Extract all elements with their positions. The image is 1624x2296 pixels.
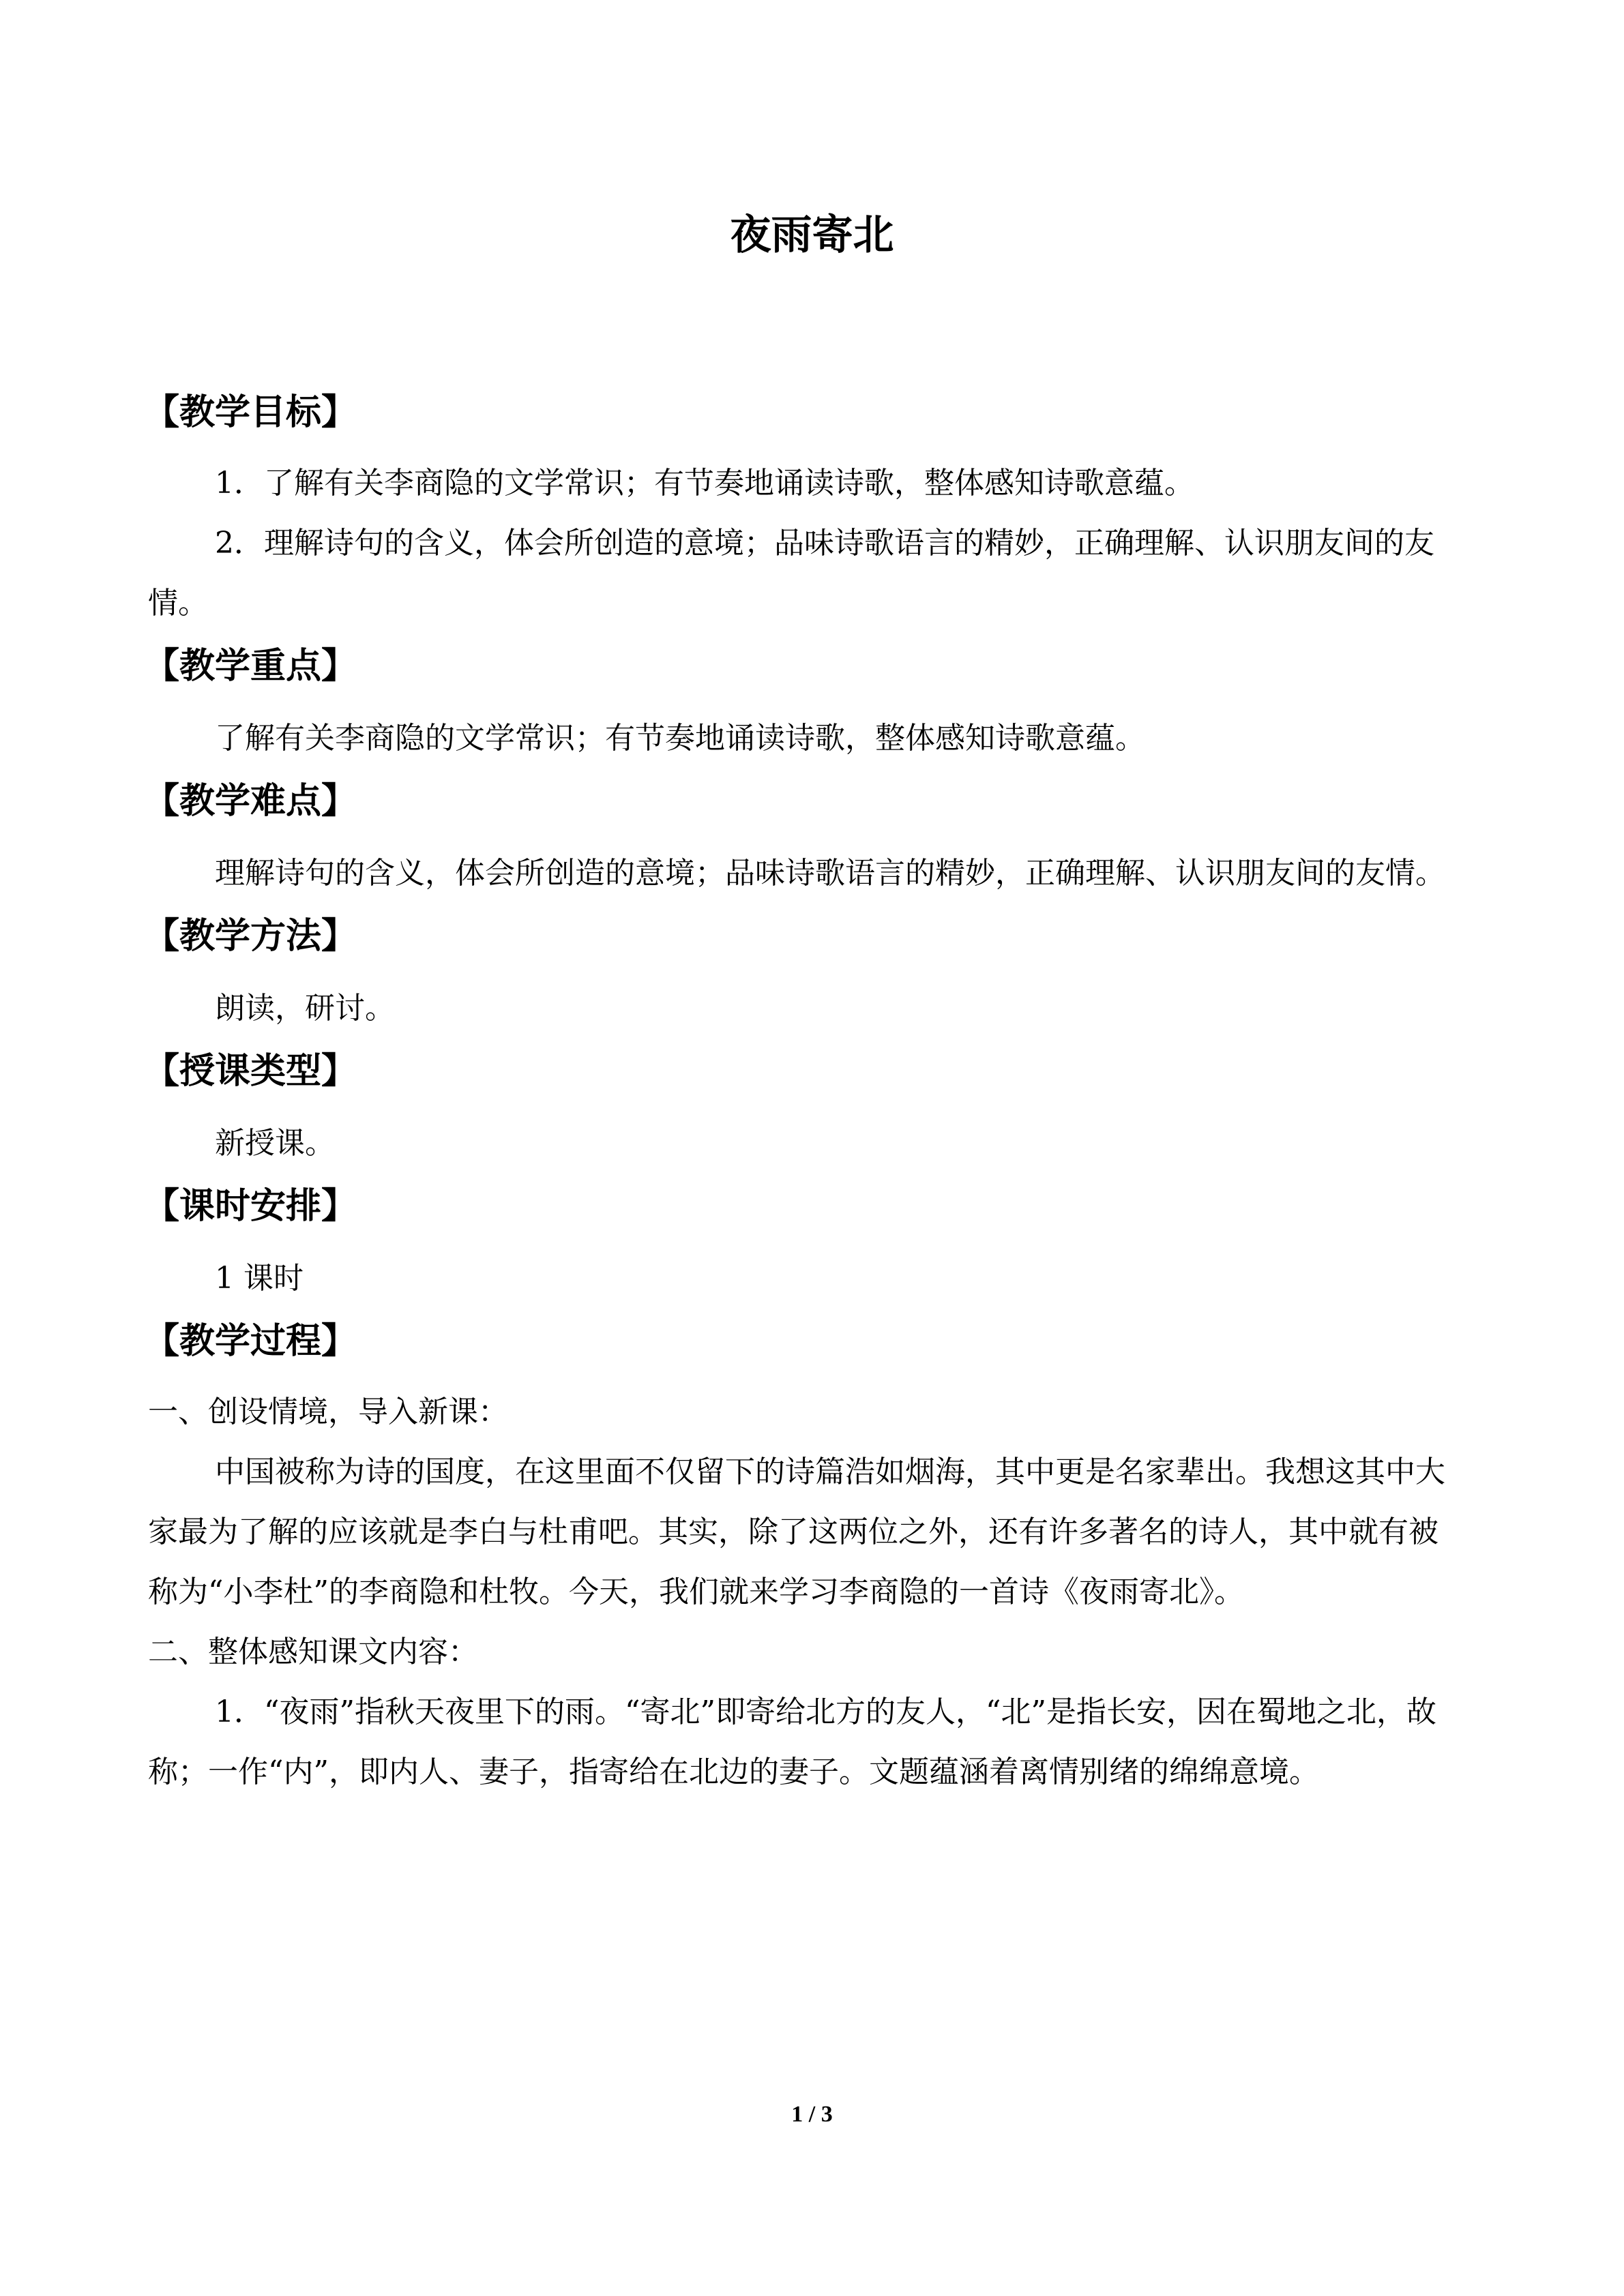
section-lesson-type	[144, 1044, 1464, 1174]
section-heading: 【教学方法】	[144, 916, 357, 957]
paragraph: 1．了解有关李商隐的文学常识；有节奏地诵读诗歌，整体感知诗歌意蕴。	[215, 466, 1194, 501]
section-heading: 【课时安排】	[144, 1186, 357, 1227]
section-heading: 【教学重点】	[144, 646, 357, 687]
paragraph: 了解有关李商隐的文学常识；有节奏地诵读诗歌，整体感知诗歌意蕴。	[215, 721, 1145, 756]
section-heading: 【教学过程】	[144, 1321, 357, 1362]
paragraph: 1 课时	[215, 1261, 304, 1296]
paragraph: 2．理解诗句的含义，体会所创造的意境；品味诗歌语言的精妙，正确理解、认识朋友间的友情。	[148, 526, 1434, 621]
section-methods	[144, 909, 1464, 1039]
page-title: 夜雨寄北	[730, 211, 894, 259]
paragraph: 1．“夜雨”指秋天夜里下的雨。“寄北”即寄给北方的友人，“北”是指长安，因在蜀地之北，故称；一作“内”，即内人、妻子，指寄给在北边的妻子。文题蕴涵着离情别绪的绵绵意境。	[148, 1695, 1436, 1789]
paragraph: 中国被称为诗的国度，在这里面不仅留下的诗篇浩如烟海，其中更是名家辈出。我想这其中大家最为了解的应该就是李白与杜甫吧。其实，除了这两位之外，还有许多著名的诗人，其中就有被称为“小李杜”的李商隐和杜牧。今天，我们就来学习李商隐的一首诗《夜雨寄北》。	[148, 1455, 1445, 1609]
paragraph: 新授课。	[215, 1126, 335, 1161]
paragraph: 朗读，研讨。	[215, 991, 395, 1026]
section-schedule	[144, 1179, 1464, 1309]
page-number: 1 / 3	[791, 2102, 833, 2127]
document-body	[144, 385, 1464, 1808]
section-heading: 【授课类型】	[144, 1051, 357, 1092]
paragraph: 一、创设情境，导入新课：	[148, 1395, 508, 1429]
section-teaching-goals	[144, 385, 1464, 633]
section-difficulties	[144, 774, 1464, 904]
paragraph: 二、整体感知课文内容：	[148, 1635, 478, 1669]
paragraph: 理解诗句的含义，体会所创造的意境；品味诗歌语言的精妙，正确理解、认识朋友间的友情。	[215, 856, 1445, 891]
section-heading: 【教学难点】	[144, 781, 357, 822]
section-heading: 【教学目标】	[144, 392, 357, 433]
section-key-points	[144, 639, 1464, 769]
section-process	[144, 1314, 1464, 1802]
